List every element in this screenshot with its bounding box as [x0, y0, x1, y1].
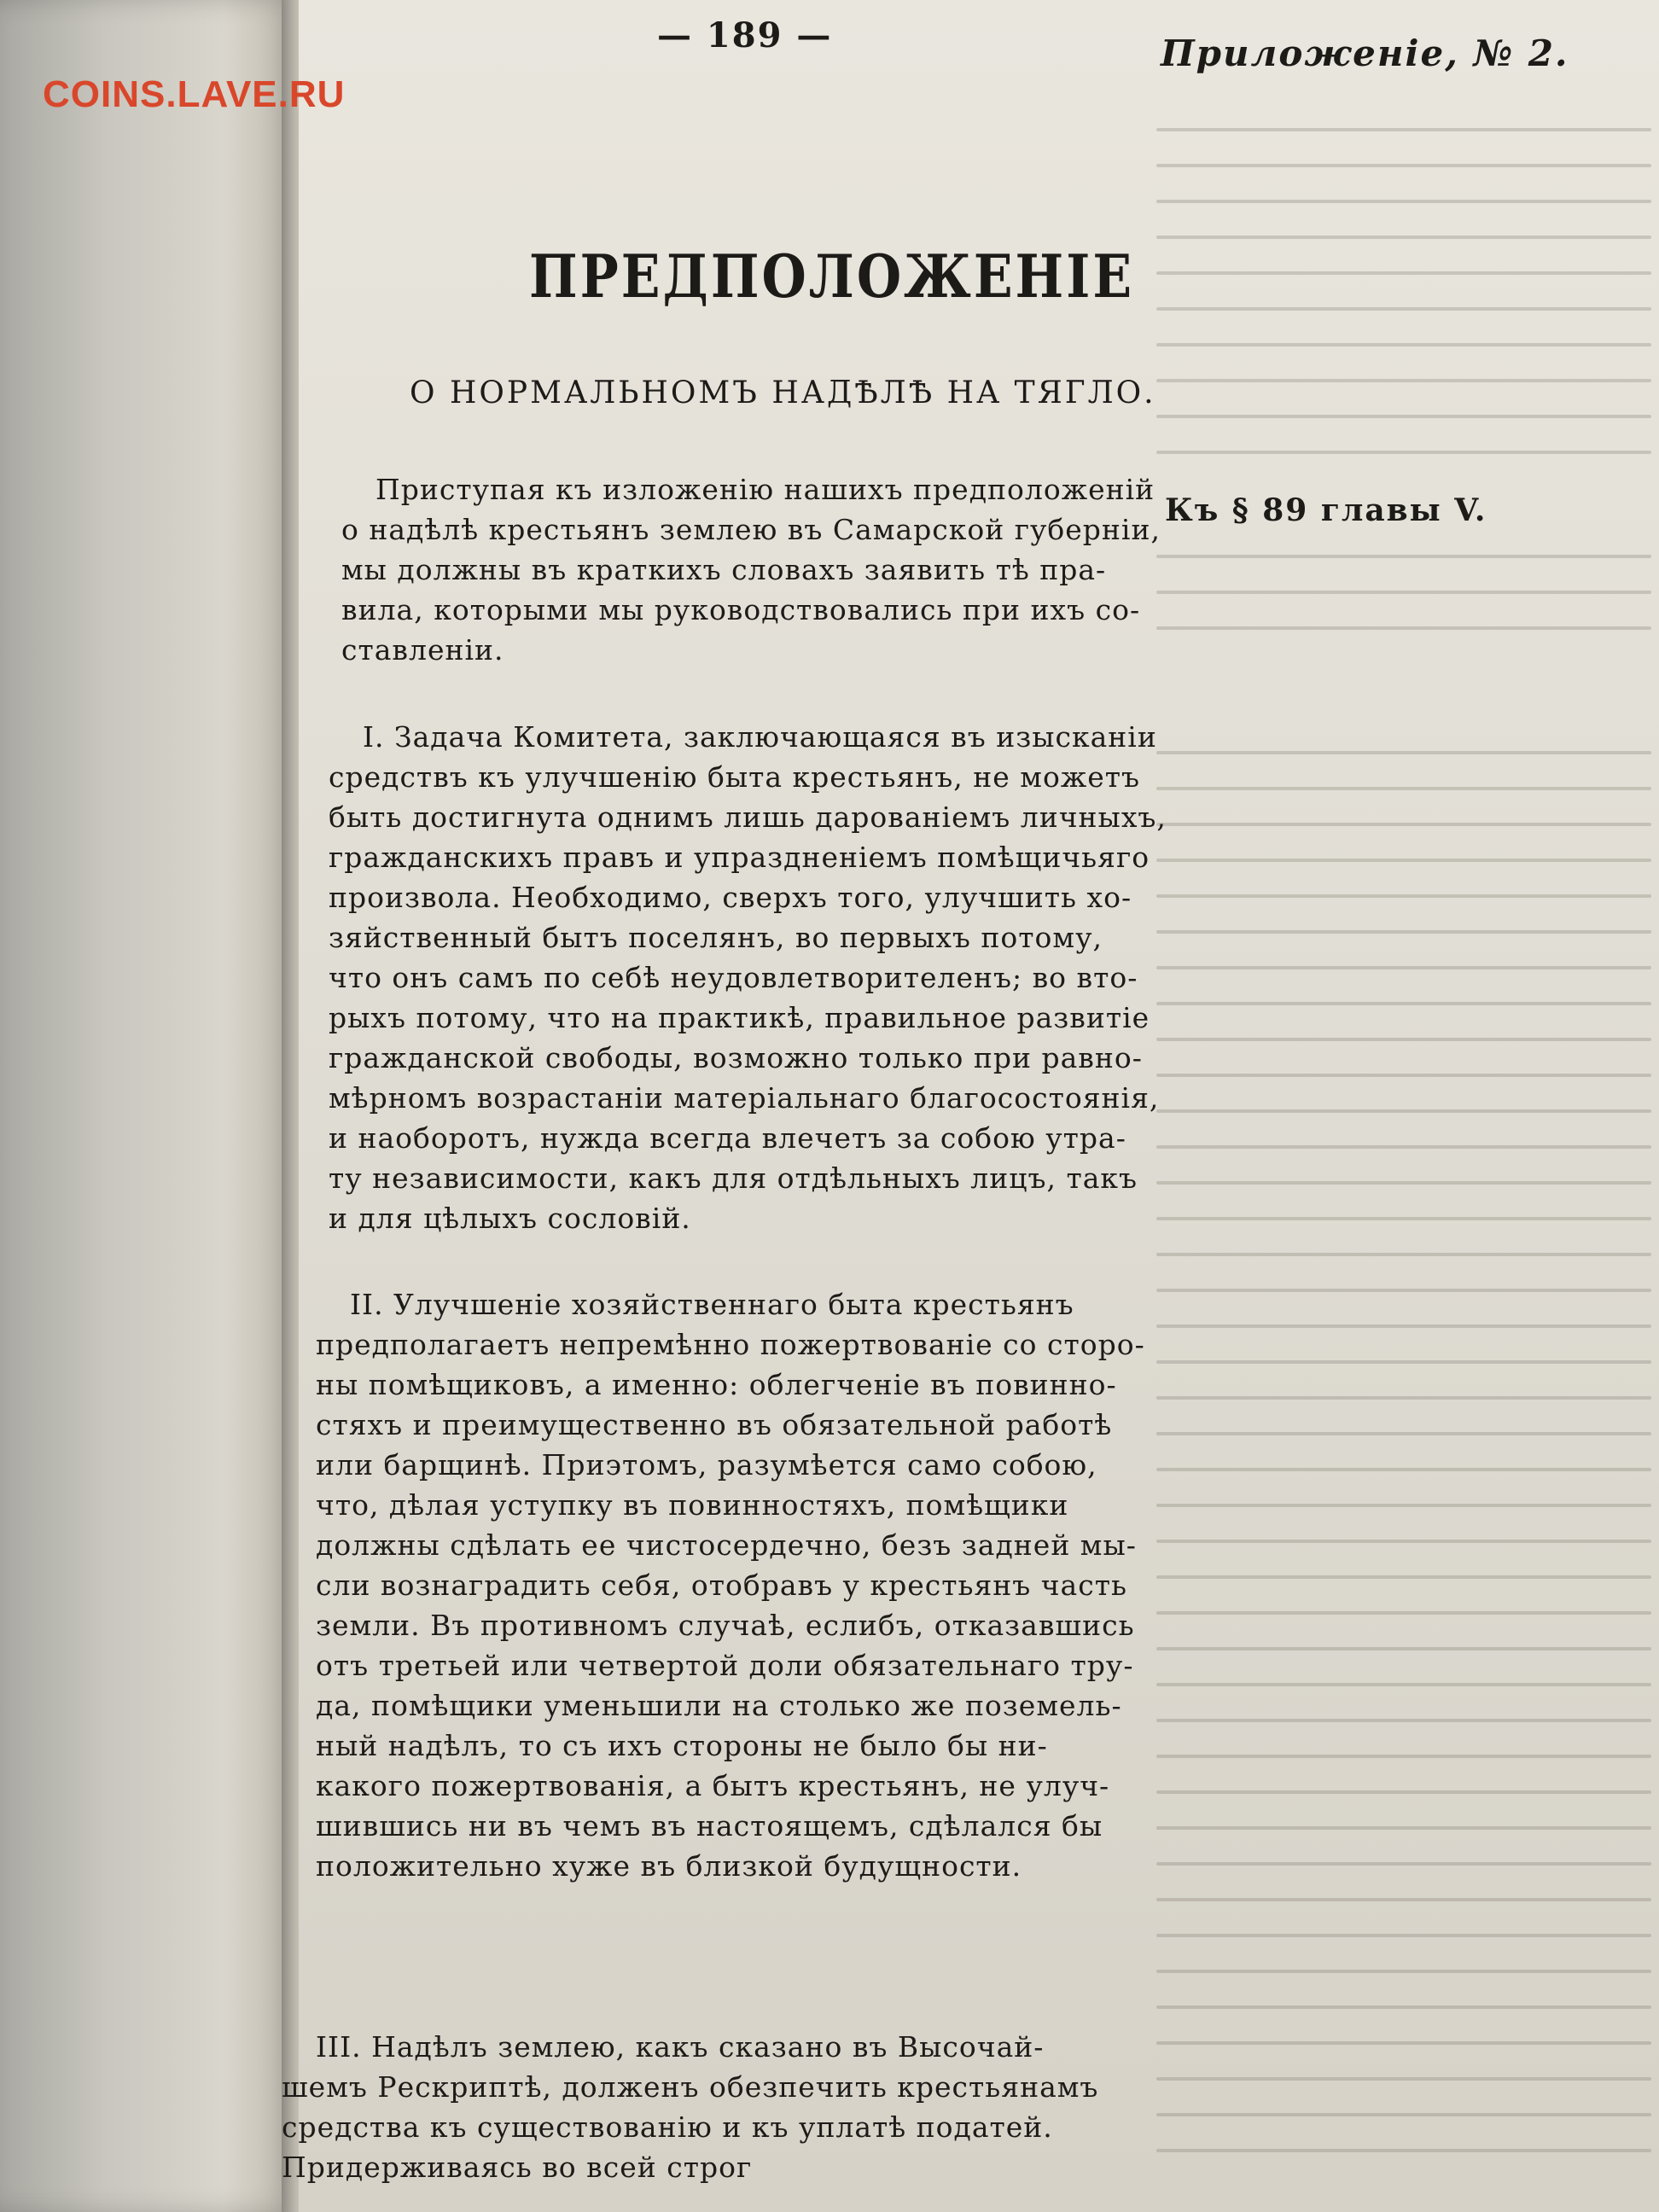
text-line: вила, которыми мы руководствовались при ихъ со-	[341, 593, 1141, 626]
text-line: мы должны въ краткихъ словахъ заявить тѣ пра-	[341, 553, 1107, 586]
text-line: зяйственный бытъ поселянъ, во первыхъ потому,	[329, 921, 1103, 954]
text-line: шемъ Рескриптѣ, долженъ обезпечить крестьянамъ	[282, 2070, 1099, 2104]
text-line: Приступая къ изложенію нашихъ предположеній	[375, 473, 1155, 506]
text-line: и для цѣлыхъ сословій.	[329, 1202, 691, 1235]
text-line: мѣрномъ возрастаніи матеріальнаго благосостоянія,	[329, 1081, 1160, 1115]
text-line: средства къ существованію и къ уплатѣ податей.	[282, 2110, 1053, 2144]
text-line: гражданской свободы, возможно только при равно-	[329, 1041, 1143, 1074]
document-subtitle: О НОРМАЛЬНОМЪ НАДѢЛѢ НА ТЯГЛО.	[410, 375, 1156, 410]
text-line: средствъ къ улучшенію быта крестьянъ, не можетъ	[329, 760, 1140, 794]
text-line: или барщинѣ. Приэтомъ, разумѣется само собою,	[316, 1448, 1097, 1481]
text-line: стяхъ и преимущественно въ обязательной работѣ	[316, 1408, 1113, 1441]
text-line: рыхъ потому, что на практикѣ, правильное развитіе	[329, 1001, 1150, 1034]
text-line: о надѣлѣ крестьянъ землею въ Самарской губерніи,	[341, 513, 1161, 546]
text-line: земли. Въ противномъ случаѣ, еслибъ, отказавшись	[316, 1609, 1135, 1642]
running-header: Приложеніе, № 2.	[1161, 32, 1569, 74]
text-line: произвола. Необходимо, сверхъ того, улучшить хо-	[329, 881, 1132, 914]
text-line: должны сдѣлать ее чистосердечно, безъ задней мы-	[316, 1528, 1137, 1562]
text-line: ту независимости, какъ для отдѣльныхъ лицъ, такъ	[329, 1161, 1138, 1195]
text-line: да, помѣщики уменьшили на столько же поземель-	[316, 1689, 1122, 1722]
text-line: Придерживаясь во всей строг	[282, 2151, 753, 2184]
text-line: быть достигнута однимъ лишь дарованіемъ личныхъ,	[329, 800, 1167, 834]
text-line: ный надѣлъ, то съ ихъ стороны не было бы ни-	[316, 1729, 1048, 1762]
section-2-paragraph	[316, 1284, 1145, 1886]
watermark: COINS.LAVE.RU	[43, 73, 346, 115]
left-page-edge	[0, 0, 299, 2212]
text-line: и наоборотъ, нужда всегда влечетъ за собою утра-	[329, 1121, 1126, 1155]
text-line: гражданскихъ правъ и упраздненіемъ помѣщичьяго	[329, 841, 1150, 874]
section-1-paragraph	[329, 717, 1167, 1238]
text-line: шившись ни въ чемъ въ настоящемъ, сдѣлался бы	[316, 1809, 1103, 1842]
intro-paragraph	[341, 469, 1161, 670]
text-line: что онъ самъ по себѣ неудовлетворителенъ; во вто-	[329, 961, 1138, 994]
side-reference: Къ § 89 главы V.	[1165, 492, 1487, 528]
text-line: отъ третьей или четвертой доли обязательнаго тру-	[316, 1649, 1134, 1682]
page-number: — 189 —	[657, 15, 833, 55]
text-line: I. Задача Комитета, заключающаяся въ изысканіи	[363, 720, 1157, 754]
document-title: ПРЕДПОЛОЖЕНІЕ	[529, 242, 1135, 312]
text-line: сли вознаградить себя, отобравъ у крестьянъ часть	[316, 1569, 1127, 1602]
text-line: какого пожертвованія, а бытъ крестьянъ, не улуч-	[316, 1769, 1110, 1802]
text-line: предполагаетъ непремѣнно пожертвованіе со сторо-	[316, 1328, 1145, 1361]
text-line: II. Улучшеніе хозяйственнаго быта крестьянъ	[350, 1288, 1074, 1321]
text-line: что, дѣлая уступку въ повинностяхъ, помѣщики	[316, 1488, 1069, 1522]
text-line: положительно хуже въ близкой будущности.	[316, 1849, 1022, 1883]
text-line: ны помѣщиковъ, а именно: облегченіе въ повинно-	[316, 1368, 1117, 1401]
text-line: III. Надѣлъ землею, какъ сказано въ Высочай-	[316, 2030, 1045, 2064]
section-3-paragraph	[282, 2027, 1144, 2187]
text-line: ставленіи.	[341, 633, 504, 667]
